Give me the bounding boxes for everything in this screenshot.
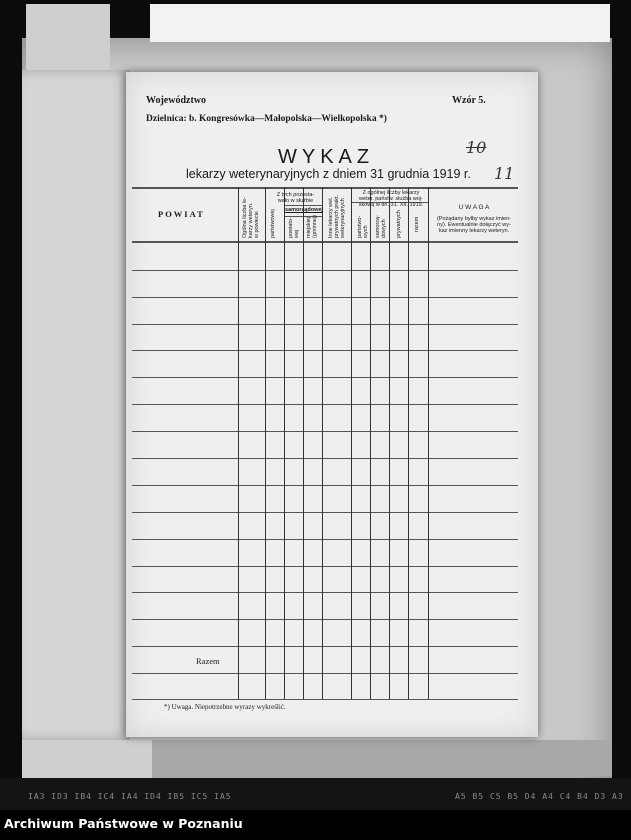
col-header-panstwowej: państwowej [270,209,276,238]
col-header-uwaga-title: U W A G A [458,204,490,211]
col-header-miejskiej: miejskiej (gminnej) [306,215,318,238]
grid-hline [132,619,518,620]
film-codes-right: A5 B5 C5 B5 D4 A4 C4 B4 D3 A3 [455,792,624,801]
grid-vline [303,187,304,699]
grid-vline [408,187,409,699]
dzielnica-label: Dzielnica: b. Kongresówka—Małopolska—Wielkopolska *) [146,114,387,124]
grid-hline [132,539,518,540]
col-header-razem: razem [414,216,420,232]
grid-vline [428,187,429,699]
col-header-prywatnych: prywatnych [396,210,402,238]
document-subtitle: lekarzy weterynaryjnych z dniem 31 grudnia 1919 r. [186,167,471,181]
col-header-samorzadowych: samorzą- dowych [375,215,387,238]
grid-hline [132,458,518,459]
bottom-gray-area [152,740,612,776]
handwritten-page-number: 11 [494,164,515,183]
grid-hline [132,592,518,593]
grid-hline [132,431,518,432]
archive-credit: Archiwum Państwowe w Poznaniu [4,816,243,831]
film-codes-left: IA3 ID3 IB4 IC4 IA4 ID4 IB5 IC5 IA5 [28,792,232,801]
grid-hline [132,324,518,325]
grid-hline [132,350,518,351]
grid-hline [132,512,518,513]
bottom-left-strip [22,740,152,780]
grid-vline [284,187,285,699]
grid-hline [132,646,518,647]
grid-hline [132,699,518,700]
document-title: WYKAZ [278,146,375,168]
grid-hline [132,297,518,298]
grid-vline [238,187,239,699]
col-header-uwaga-text: (Pożądany byłby wykaz imien- ny). Ewentualnie dołączyć wy- kaz imienny lekarzy weteryn. [437,216,511,234]
grid-vline [265,187,266,699]
wzor-label: Wzór 5. [452,95,486,106]
grid-hline [132,377,518,378]
grid-vline [351,187,352,699]
left-binding-strip [22,70,130,740]
group-header-wojskowa: Z ogólnej liczby lekarzy weter. państw. służba woj- skową w dn. 31. XII. 1919. [358,190,424,208]
col-header-inne: Inne lekarzy wet. prywatnych prakt. weterynaryjnych [328,194,346,238]
grid-vline [389,187,390,699]
col-header-panstwowych: państwo- wych [357,215,369,238]
left-tab [26,4,110,70]
top-paper-edge [150,4,610,42]
grid-hline [132,270,518,271]
col-header-powiat: POWIAT [158,209,205,219]
group-header-samorzadowej: samorządowej [285,207,323,213]
wojewodztwo-label: Województwo [146,95,206,106]
razem-row-label: Razem [196,656,220,666]
grid-hline [132,485,518,486]
grid-hline [132,566,518,567]
grid-vline [370,187,371,699]
col-header-ogolne: Ogólna liczba le- karzy weteryn. w powiecie [242,197,260,238]
footnote: *) Uwaga. Niepotrzebne wyrazy wykreślić. [164,703,286,711]
grid-hline [132,187,518,189]
grid-vline [322,187,323,699]
grid-hline [132,404,518,405]
film-strip [0,778,631,810]
grid-hline [132,673,518,674]
grid-hline [132,241,518,243]
col-header-powiatowej: powiato- wej [288,217,300,238]
handwritten-number-struck: 10 [466,138,487,157]
group-header-sluzbie: Z tych pozosta- wało w służbie [276,192,315,204]
